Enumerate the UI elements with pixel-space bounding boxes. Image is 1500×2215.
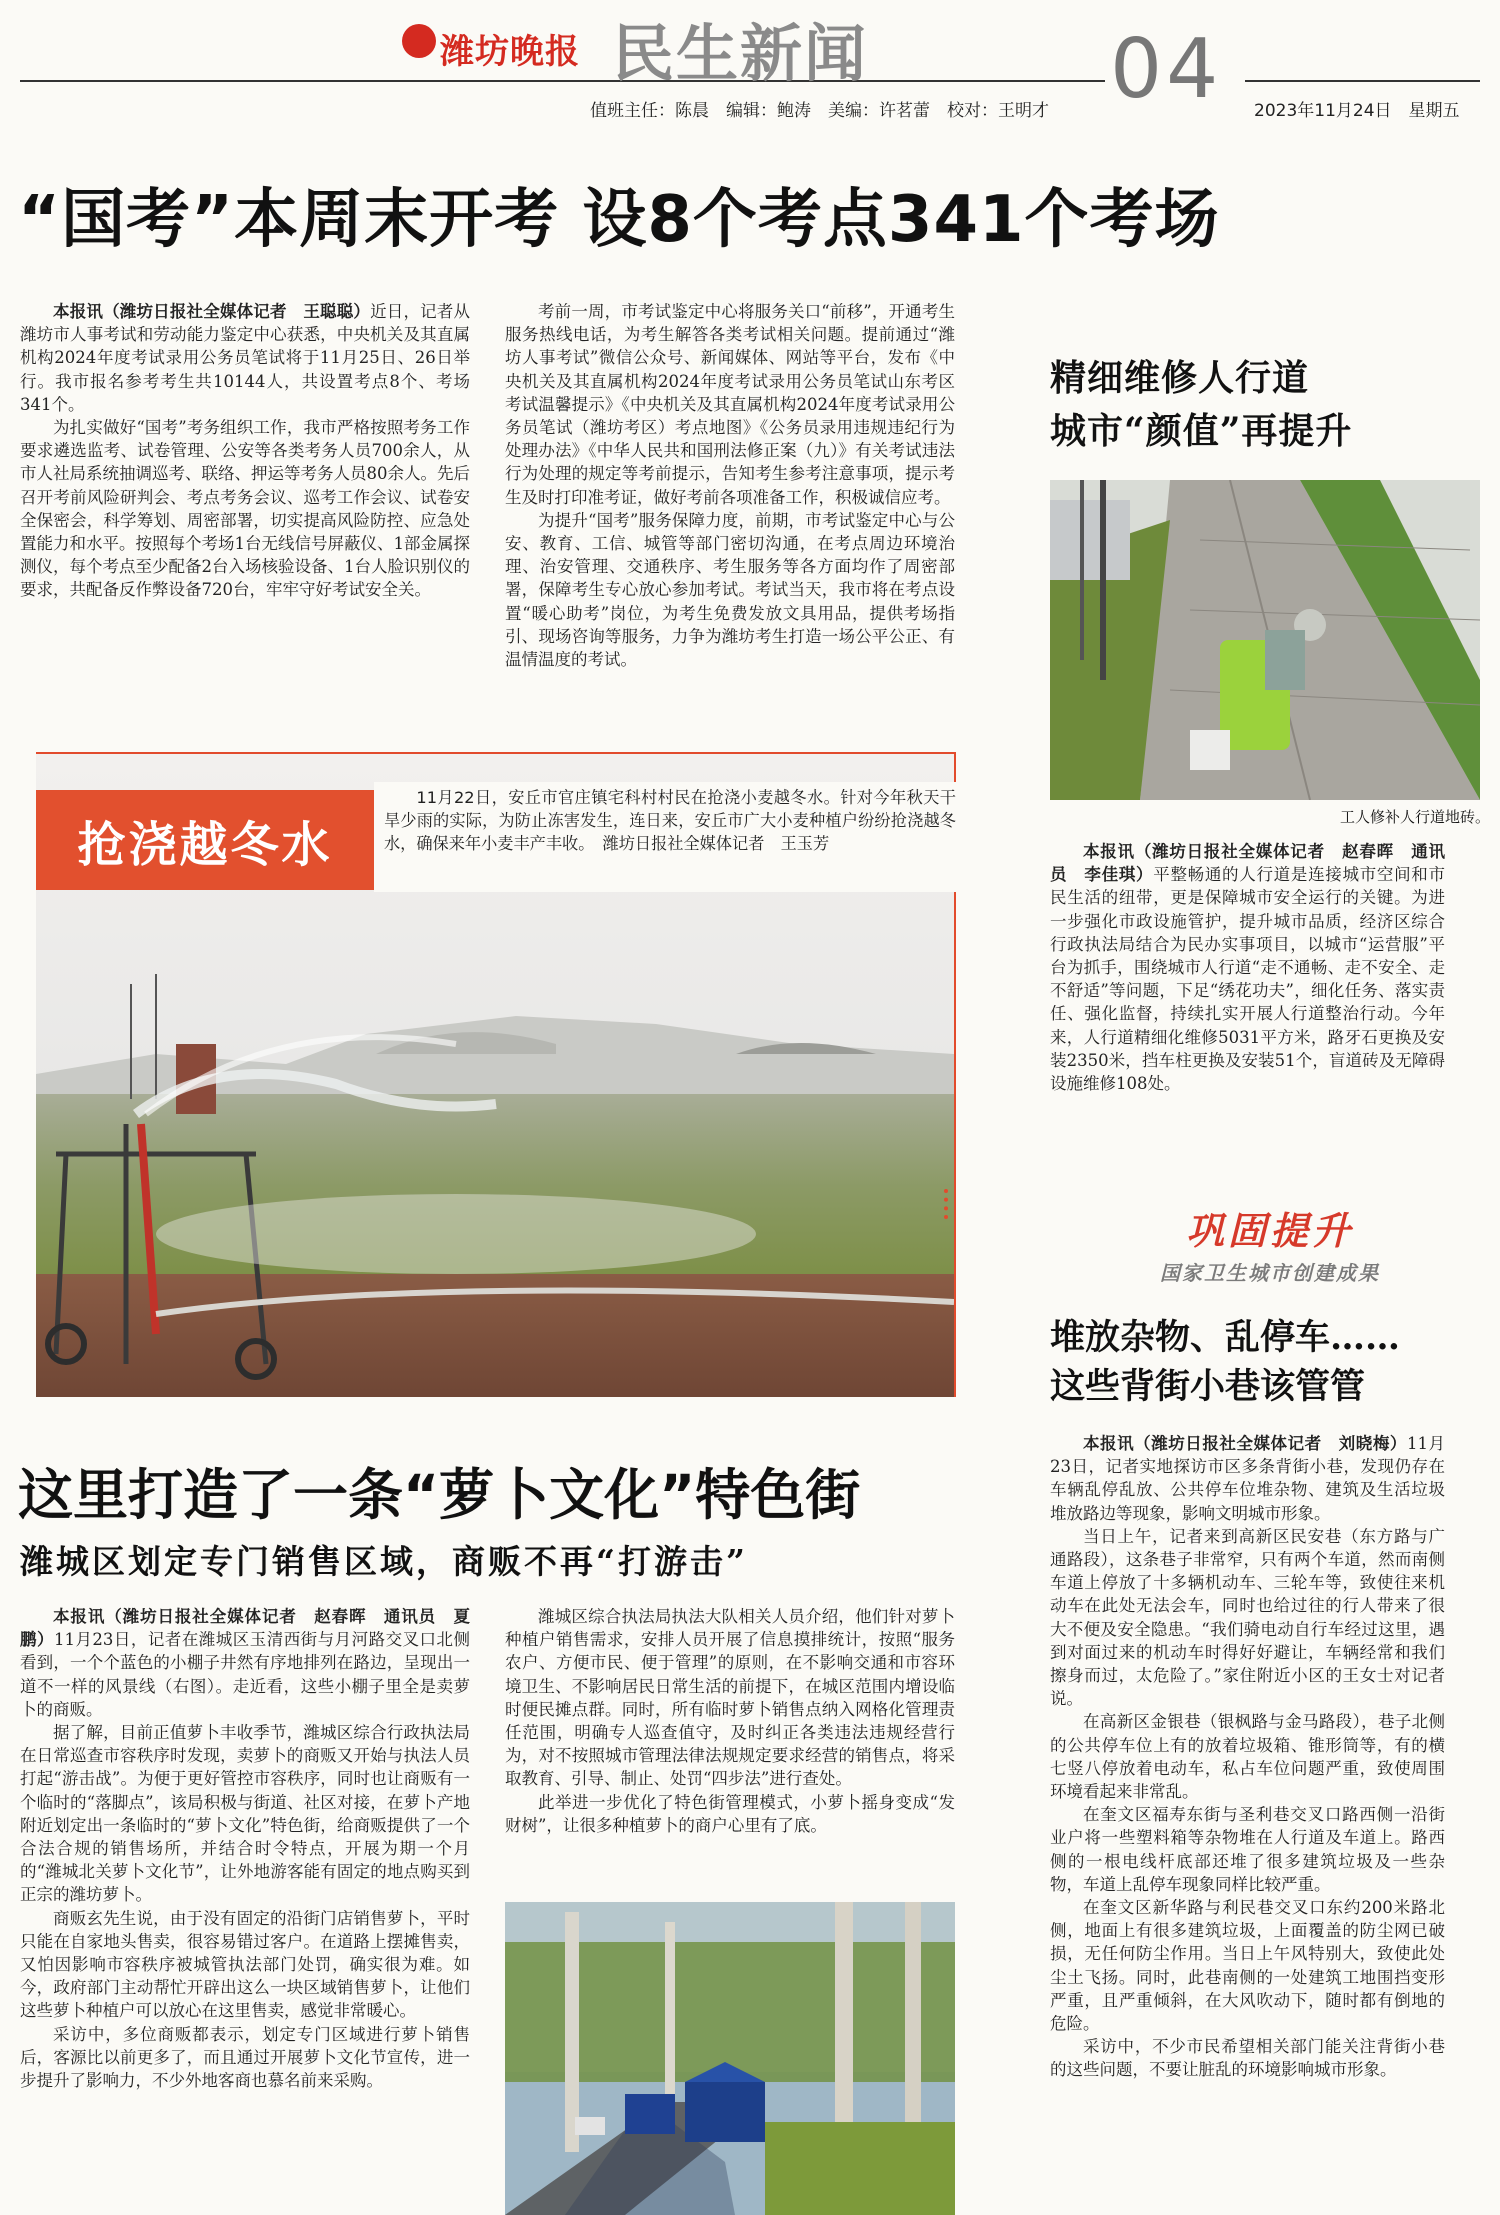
water-caption-box bbox=[374, 782, 956, 892]
radish-p2: 据了解，目前正值萝卜丰收季节，潍城区综合行政执法局在日常巡查市容秩序时发现，卖萝卜的商贩又开始与执法人员打起“游击战”。为便于更好管控市容秩序，同时也让商贩有一个临时的“落脚点”，该局积极与街道、社区对接，在萝卜产地附近划定出一条临时的“萝卜文化”特色街，给商贩提供了一个合法合规的销售场所，并结合时令特点，开展为期一个月的“潍城北关萝卜文化节”，让外地游客能有固定的地点购买到正宗的潍坊萝卜。 bbox=[20, 1723, 470, 1905]
exam-col-2 bbox=[505, 300, 955, 671]
masthead-rule bbox=[20, 80, 1105, 82]
section-title: 民生新闻 bbox=[612, 17, 869, 90]
sidewalk-headline-1: 精细维修人行道 bbox=[1050, 357, 1310, 399]
water-dots bbox=[944, 1189, 950, 1219]
radish-subheadline: 潍城区划定专门销售区域，商贩不再“打游击” bbox=[20, 1542, 748, 1581]
radish-p6: 此举进一步优化了特色街管理模式，小萝卜摇身变成“发财树”，让很多种植萝卜的商户心里有了底。 bbox=[505, 1792, 955, 1835]
exam-p2: 为扎实做好“国考”考务组织工作，我市严格按照考务工作要求遴选监考、试卷管理、公安等各类考务人员700余人，从市人社局系统抽调巡考、联络、押运等考务人员80余人。先后召开考前风险研判会、考点考务会议、巡考工作会议、试卷安全保密会，科学筹划、周密部署，切实提高风险防控、应急处置能力和水平。按照每个考场1台无线信号屏蔽仪、1部金属探测仪，每个考点至少配备2台入场核验设备、1台人脸识别仪的要求，共配备反作弊设备720台，牢牢守好考试安全关。 bbox=[20, 418, 470, 600]
sidewalk-photo-caption: 工人修补人行道地砖。 bbox=[1339, 808, 1490, 826]
radish-p1: 11月23日，记者在潍城区玉清西街与月河路交叉口北侧看到，一个个蓝色的小棚子井然有序地排列在路边，呈现出一道不一样的风景线（右图）。走近看，这些小棚子里全是卖萝卜的商贩。 bbox=[20, 1630, 470, 1719]
alley-body bbox=[1050, 1432, 1445, 2082]
water-tag-text: 抢浇越冬水 bbox=[77, 816, 333, 873]
alley-p6: 采访中，不少市民希望相关部门能关注背街小巷的这些问题，不要让脏乱的环境影响城市形象。 bbox=[1050, 2037, 1445, 2080]
alley-p3: 在高新区金银巷（银枫路与金马路段），巷子北侧的公共停车位上有的放着垃圾箱、锥形筒等，有的横七竖八停放着电动车，私占车位问题严重，致使周围环境看起来非常乱。 bbox=[1050, 1712, 1445, 1802]
water-tag bbox=[36, 790, 374, 890]
alley-lead: 本报讯（潍坊日报社全媒体记者 刘晓梅） bbox=[1083, 1434, 1407, 1453]
water-caption: 11月22日，安丘市官庄镇宅科村村民在抢浇小麦越冬水。针对今年秋天干旱少雨的实际，为防止冻害发生，连日来，安丘市广大小麦种植户纷纷抢浇越冬水，确保来年小麦丰产丰收。 潍坊日报社全媒体记者 王玉芳 bbox=[384, 788, 956, 853]
exam-lead: 本报讯（潍坊日报社全媒体记者 王聪聪） bbox=[53, 302, 371, 321]
radish-p3: 商贩玄先生说，由于没有固定的沿街门店销售萝卜，平时只能在自家地头售卖，很容易错过客户。在道路上摆摊售卖，又怕因影响市容秩序被城管执法部门处罚，确实很为难。如今，政府部门主动帮忙开辟出这么一块区域销售萝卜，让他们这些萝卜种植户可以放心在这里售卖，感觉非常暖心。 bbox=[20, 1908, 470, 2021]
alley-p5: 在奎文区新华路与利民巷交叉口东约200米路北侧，地面上有很多建筑垃圾，上面覆盖的防尘网已破损，无任何防尘作用。当日上午风特别大，致使此处尘土飞扬。同时，此巷南侧的一处建筑工地围挡变形严重，且严重倾斜，在大风吹动下，随时都有倒地的危险。 bbox=[1050, 1898, 1445, 2034]
exam-col-1 bbox=[20, 300, 470, 602]
sidewalk-headline-2: 城市“颜值”再提升 bbox=[1050, 410, 1353, 452]
sidewalk-body bbox=[1050, 840, 1445, 1095]
sidewalk-p1: 平整畅通的人行道是连接城市空间和市民生活的纽带，更是保障城市安全运行的关键。为进一步强化市政设施管护，提升城市品质，经济区综合行政执法局结合为民办实事项目，以城市“运营服”平台为抓手，围绕城市人行道“走不通畅、走不安全、走不舒适”等问题，下足“绣花功夫”，细化任务、落实责任、强化监督，持续扎实开展人行道整治行动。今年来，人行道精细化维修5031平方米，路牙石更换及安装2350米，挡车柱更换及安装51个，盲道砖及无障碍设施维修108处。 bbox=[1050, 865, 1446, 1094]
radish-street-photo-svg bbox=[505, 1902, 955, 2215]
sidewalk-photo-svg bbox=[1050, 480, 1480, 800]
water-feature bbox=[36, 752, 956, 1397]
sidewalk-lead: 本报讯（潍坊日报社全媒体记者 赵春晖 通讯员 李佳琪） bbox=[1050, 842, 1445, 885]
alley-p1: 11月23日，记者实地探访市区多条背街小巷，发现仍存在车辆乱停乱放、公共停车位堆杂物、建筑及生活垃圾堆放路边等现象，影响文明城市形象。 bbox=[1050, 1434, 1445, 1523]
credits: 值班主任：陈晨 编辑：鲍涛 美编：许茗蕾 校对：王明才 bbox=[590, 101, 1049, 121]
exam-p3: 考前一周，市考试鉴定中心将服务关口“前移”，开通考生服务热线电话，为考生解答各类考试相关问题。提前通过“潍坊人事考试”微信公众号、新闻媒体、网站等平台，发布《中央机关及其直属机构2024年度考试录用公务员笔试山东考区考试温馨提示》《中央机关及其直属机构2024年度考试录用公务员笔试（潍坊考区）考点地图》《公务员录用违规违纪行为处理办法》《中华人民共和国刑法修正案（九）》有关考试违法行为处理的规定等考前提示，告知考生参考注意事项，提示考生及时打印准考证，做好考前各项准备工作，积极诚信应考。 bbox=[505, 302, 955, 507]
exam-p4: 为提升“国考”服务保障力度，前期，市考试鉴定中心与公安、教育、工信、城管等部门密切沟通，在考点周边环境治理、治安管理、交通秩序、考生服务等各方面均作了周密部署，保障考生专心放心参加考试。考试当天，我市将在考点设置“暖心助考”岗位，为考生免费发放文具用品，提供考场指引、现场咨询等服务，力争为潍坊考生打造一场公平公正、有温情温度的考试。 bbox=[505, 510, 955, 670]
radish-lead: 本报讯（潍坊日报社全媒体记者 赵春晖 通讯员 夏鹏） bbox=[20, 1607, 470, 1650]
campaign-banner bbox=[1050, 1200, 1490, 1290]
radish-p5: 潍城区综合执法局执法大队相关人员介绍，他们针对萝卜种植户销售需求，安排人员开展了信息摸排统计，按照“服务农户、方便市民、便于管理”的原则，在不影响交通和市容环境卫生、不影响居民日常生活的前提下，在城区范围内增设临时便民摊点群。同时，所有临时萝卜销售点纳入网格化管理责任范围，明确专人巡查值守，及时纠正各类违法违规经营行为，对不按照城市管理法律法规规定要求经营的销售点，将采取教育、引导、制止、处罚“四步法”进行查处。 bbox=[505, 1607, 955, 1789]
radish-headline: 这里打造了一条“萝卜文化”特色街 bbox=[18, 1463, 861, 1527]
exam-p1: 近日，记者从潍坊市人事考试和劳动能力鉴定中心获悉，中央机关及其直属机构2024年度考试录用公务员笔试将于11月25日、26日举行。我市报名参考考生共10144人，共设置考点8个、考场341个。 bbox=[20, 302, 470, 414]
issue-date: 2023年11月24日 星期五 bbox=[1254, 101, 1460, 121]
alley-headline-1: 堆放杂物、乱停车…… bbox=[1050, 1317, 1401, 1358]
logo-icon bbox=[402, 24, 436, 58]
alley-p4: 在奎文区福寿东街与圣利巷交叉口路西侧一沿街业户将一些塑料箱等杂物堆在人行道及车道上。路西侧的一根电线杆底部还堆了很多建筑垃圾及一些杂物，车道上乱停车现象同样比较严重。 bbox=[1050, 1805, 1445, 1894]
alley-headline-2: 这些背街小巷该管管 bbox=[1050, 1366, 1366, 1407]
sidewalk-photo bbox=[1050, 480, 1480, 800]
masthead-rule-right bbox=[1245, 80, 1480, 82]
exam-headline: “国考”本周末开考 设8个考点341个考场 bbox=[18, 183, 1220, 257]
radish-col-1 bbox=[20, 1605, 470, 2092]
alley-p2: 当日上午，记者来到高新区民安巷（东方路与广通路段），这条巷子非常窄，只有两个车道，然而南侧车道上停放了十多辆机动车、三轮车等，致使往来机动车在此处无法会车，同时也给过往的行人带来了很大不便及安全隐患。“我们骑电动自行车经过这里，遇到对面过来的机动车时得好好避让，车辆经常和我们擦身而过，太危险了。”家住附近小区的王女士对记者说。 bbox=[1050, 1526, 1445, 1709]
masthead bbox=[0, 0, 1500, 130]
banner-title: 巩固提升 bbox=[1185, 1209, 1354, 1253]
banner-subtitle: 国家卫生城市创建成果 bbox=[1160, 1261, 1380, 1285]
radish-street-photo bbox=[505, 1902, 955, 2215]
logo-text: 潍坊晚报 bbox=[440, 32, 580, 72]
radish-p4: 采访中，多位商贩都表示，划定专门区域进行萝卜销售后，客源比以前更多了，而且通过开展萝卜文化节宣传，进一步提升了影响力，不少外地客商也慕名前来采购。 bbox=[20, 2024, 470, 2091]
radish-col-2 bbox=[505, 1605, 955, 1837]
page-number: 04 bbox=[1110, 22, 1223, 117]
